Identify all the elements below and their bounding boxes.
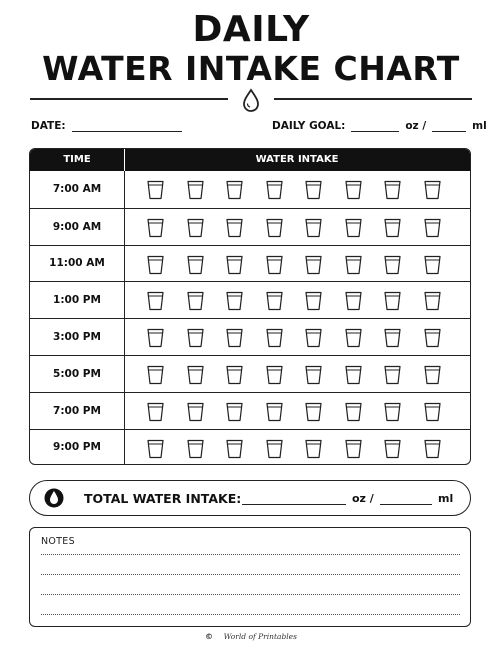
notes-line[interactable] xyxy=(41,594,460,595)
glass-icon[interactable] xyxy=(304,439,323,459)
glass-icon[interactable] xyxy=(344,365,363,385)
date-blank[interactable] xyxy=(72,121,182,132)
notes-line[interactable] xyxy=(41,574,460,575)
glass-icon[interactable] xyxy=(146,291,165,311)
table-row xyxy=(30,392,470,429)
glass-icon[interactable] xyxy=(304,255,323,275)
total-ml-blank[interactable] xyxy=(380,504,432,505)
title-line-1: DAILY xyxy=(192,9,310,50)
glass-icon[interactable] xyxy=(186,255,205,275)
notes-line[interactable] xyxy=(41,554,460,555)
table-row xyxy=(30,355,470,392)
glass-icon[interactable] xyxy=(186,218,205,238)
total-ml-unit: ml xyxy=(438,492,454,505)
glasses-cell xyxy=(126,171,470,208)
glass-icon[interactable] xyxy=(146,218,165,238)
glass-icon[interactable] xyxy=(225,255,244,275)
time-cell: 9:00 PM xyxy=(53,441,101,454)
glasses-cell xyxy=(126,319,470,355)
glass-icon[interactable] xyxy=(383,218,402,238)
glass-icon[interactable] xyxy=(383,365,402,385)
water-intake-table xyxy=(29,148,471,465)
glass-icon[interactable] xyxy=(146,439,165,459)
glass-icon[interactable] xyxy=(225,365,244,385)
time-cell: 7:00 PM xyxy=(53,404,101,417)
daily-goal-oz-blank[interactable] xyxy=(351,121,399,132)
daily-goal-ml-unit: ml xyxy=(472,120,487,132)
time-cell: 5:00 PM xyxy=(53,367,101,380)
glasses-cell xyxy=(126,430,470,465)
date-label: DATE: xyxy=(31,120,66,132)
glass-icon[interactable] xyxy=(146,328,165,348)
glass-icon[interactable] xyxy=(344,291,363,311)
header-water-intake: WATER INTAKE xyxy=(255,154,339,165)
glass-icon[interactable] xyxy=(225,402,244,422)
notes-label: NOTES xyxy=(41,536,75,547)
footer xyxy=(0,632,502,641)
time-cell: 11:00 AM xyxy=(49,257,105,270)
glasses-cell xyxy=(126,282,470,318)
glasses-cell xyxy=(126,356,470,392)
glass-icon[interactable] xyxy=(186,439,205,459)
notes-box[interactable] xyxy=(29,527,471,627)
divider-right xyxy=(274,98,472,100)
glass-icon[interactable] xyxy=(304,291,323,311)
glass-icon[interactable] xyxy=(304,328,323,348)
glass-icon[interactable] xyxy=(186,328,205,348)
glass-icon[interactable] xyxy=(265,365,284,385)
glass-icon[interactable] xyxy=(423,180,442,200)
glass-icon[interactable] xyxy=(383,180,402,200)
daily-goal-label: DAILY GOAL: xyxy=(272,120,346,132)
glass-icon[interactable] xyxy=(304,365,323,385)
table-body xyxy=(30,171,470,464)
table-header xyxy=(30,149,470,171)
glass-icon[interactable] xyxy=(423,365,442,385)
table-row xyxy=(30,429,470,465)
divider-left xyxy=(30,98,228,100)
date-field[interactable] xyxy=(31,120,188,132)
glass-icon[interactable] xyxy=(146,180,165,200)
time-cell: 7:00 AM xyxy=(52,183,102,196)
total-label: TOTAL WATER INTAKE: xyxy=(84,491,242,506)
glass-icon[interactable] xyxy=(225,218,244,238)
glass-icon[interactable] xyxy=(265,291,284,311)
copyright-mark: © xyxy=(205,632,214,641)
brand-name: World of Printables xyxy=(223,632,297,641)
glass-icon[interactable] xyxy=(225,439,244,459)
glass-icon[interactable] xyxy=(186,365,205,385)
glass-icon[interactable] xyxy=(344,328,363,348)
total-oz-unit: oz / xyxy=(352,492,374,505)
glass-icon[interactable] xyxy=(423,439,442,459)
column-separator xyxy=(124,282,125,318)
glass-icon[interactable] xyxy=(383,402,402,422)
table-row xyxy=(30,318,470,355)
glass-icon[interactable] xyxy=(304,180,323,200)
glass-icon[interactable] xyxy=(265,402,284,422)
time-cell: 3:00 PM xyxy=(53,331,101,344)
column-separator xyxy=(124,246,125,282)
glasses-cell xyxy=(126,209,470,245)
glasses-cell xyxy=(126,246,470,282)
glass-icon[interactable] xyxy=(344,218,363,238)
table-row xyxy=(30,281,470,318)
glass-icon[interactable] xyxy=(186,402,205,422)
glass-icon[interactable] xyxy=(146,255,165,275)
glass-icon[interactable] xyxy=(186,180,205,200)
glass-icon[interactable] xyxy=(225,291,244,311)
total-oz-blank[interactable] xyxy=(242,504,346,505)
glass-icon[interactable] xyxy=(146,402,165,422)
glass-icon[interactable] xyxy=(423,255,442,275)
time-cell: 9:00 AM xyxy=(52,220,102,233)
glass-icon[interactable] xyxy=(225,180,244,200)
glass-icon[interactable] xyxy=(265,328,284,348)
table-row xyxy=(30,208,470,245)
glass-icon[interactable] xyxy=(146,365,165,385)
total-water-intake xyxy=(29,480,471,516)
glass-icon[interactable] xyxy=(265,255,284,275)
notes-line[interactable] xyxy=(41,614,460,615)
water-drop-circle-icon xyxy=(44,487,64,509)
glass-icon[interactable] xyxy=(423,218,442,238)
glasses-cell xyxy=(126,393,470,429)
glass-icon[interactable] xyxy=(383,255,402,275)
column-separator xyxy=(124,356,125,392)
glass-icon[interactable] xyxy=(225,328,244,348)
glass-icon[interactable] xyxy=(383,328,402,348)
glass-icon[interactable] xyxy=(423,291,442,311)
time-cell: 1:00 PM xyxy=(53,294,101,307)
glass-icon[interactable] xyxy=(304,218,323,238)
glass-icon[interactable] xyxy=(383,439,402,459)
glass-icon[interactable] xyxy=(383,291,402,311)
header-time: TIME xyxy=(63,154,91,165)
table-row xyxy=(30,245,470,282)
column-separator xyxy=(124,171,125,208)
glass-icon[interactable] xyxy=(423,402,442,422)
table-row xyxy=(30,171,470,208)
glass-icon[interactable] xyxy=(304,402,323,422)
column-separator xyxy=(124,393,125,429)
daily-goal-ml-blank[interactable] xyxy=(432,121,466,132)
glass-icon[interactable] xyxy=(186,291,205,311)
daily-goal-field[interactable] xyxy=(272,120,487,132)
daily-goal-oz-unit: oz / xyxy=(405,120,427,132)
column-separator xyxy=(124,319,125,355)
glass-icon[interactable] xyxy=(344,439,363,459)
column-separator xyxy=(124,209,125,245)
glass-icon[interactable] xyxy=(423,328,442,348)
water-drop-icon xyxy=(240,88,262,112)
glass-icon[interactable] xyxy=(265,218,284,238)
glass-icon[interactable] xyxy=(344,402,363,422)
glass-icon[interactable] xyxy=(344,255,363,275)
glass-icon[interactable] xyxy=(265,180,284,200)
title-line-2: WATER INTAKE CHART xyxy=(42,49,460,88)
column-separator xyxy=(124,430,125,465)
glass-icon[interactable] xyxy=(344,180,363,200)
glass-icon[interactable] xyxy=(265,439,284,459)
